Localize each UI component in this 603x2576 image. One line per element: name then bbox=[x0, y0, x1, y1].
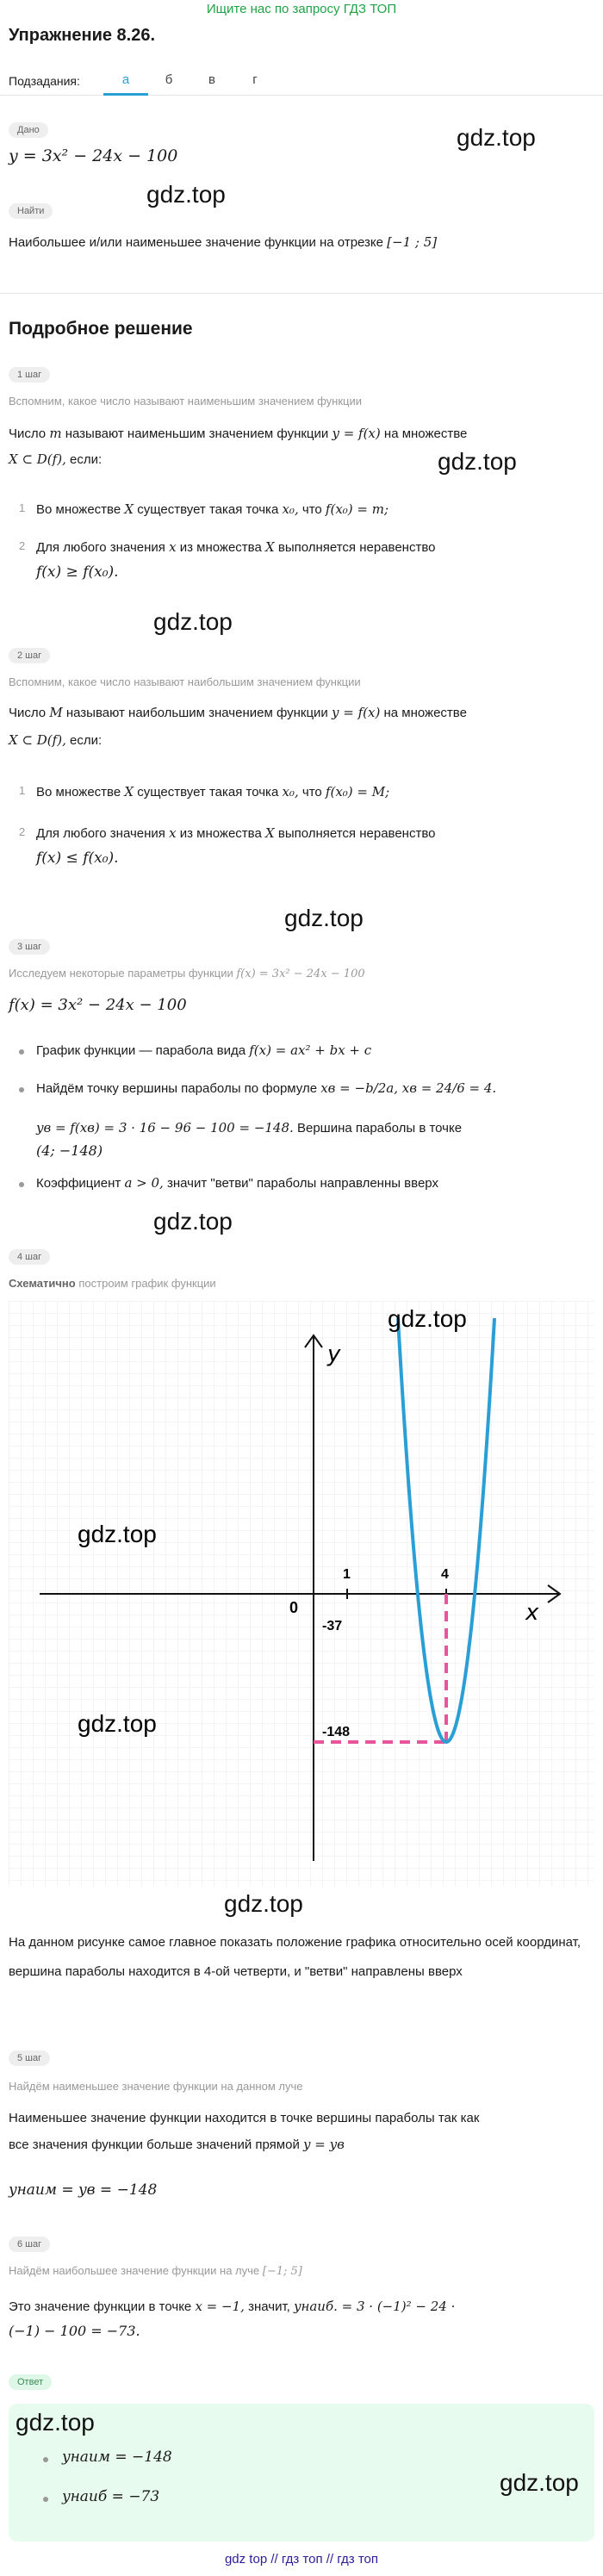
step2-item2: Для любого значения x из множества X выполняется неравенство bbox=[36, 825, 436, 841]
subtasks-label: Подзадания: bbox=[9, 74, 80, 88]
step3-bullet2-line2: yв = f(xв) = 3 · 16 − 96 − 100 = −148. Вершина параболы в точке bbox=[36, 1120, 463, 1136]
footer-links[interactable]: gdz top // гдз топ // гдз топ bbox=[224, 2552, 379, 2567]
watermark: gdz.top bbox=[284, 905, 364, 931]
tick-x4: 4 bbox=[441, 1567, 449, 1582]
find-interval: [−1 ; 5] bbox=[387, 234, 438, 250]
step1-item1-num: 1 bbox=[19, 501, 26, 514]
watermark: gdz.top bbox=[146, 181, 226, 208]
parabola-graph bbox=[9, 1301, 594, 1887]
step6-text: Это значение функции в точке x = −1, значит, yнаиб. = 3 · (−1)² − 24 · bbox=[9, 2299, 456, 2314]
tab-a[interactable]: а bbox=[121, 72, 130, 87]
watermark: gdz.top bbox=[153, 1208, 233, 1235]
step3-vertex: (4; −148) bbox=[36, 1142, 103, 1159]
step3-bullet3: Коэффициент a > 0, значит "ветви" параболы направленны вверх bbox=[36, 1175, 438, 1191]
answer-chip: Ответ bbox=[9, 2374, 52, 2390]
step1-line1: Число m называют наименьшим значением функции y = f(x) на множестве bbox=[9, 426, 468, 441]
step1-line2: X ⊂ D(f), если: bbox=[9, 451, 103, 467]
bullet bbox=[19, 1049, 24, 1055]
step1-chip: 1 шаг bbox=[9, 367, 50, 383]
bullet bbox=[19, 1087, 24, 1092]
step4-hint: Схематично построим график функции bbox=[9, 1277, 216, 1290]
given-chip: Дано bbox=[9, 122, 48, 138]
watermark: gdz.top bbox=[16, 2409, 95, 2436]
step2-item1-num: 1 bbox=[19, 784, 26, 797]
watermark: gdz.top bbox=[78, 1710, 157, 1737]
step4-text: На данном рисунке самое главное показать положение графика относительно осей координат, вершина параболы находится в 4-ой четверти, и "ветви" направлены вверх bbox=[9, 1935, 581, 1979]
bullet bbox=[43, 2497, 48, 2502]
tabs-divider bbox=[0, 95, 603, 96]
find-text-label: Наибольшее и/или наименьшее значение функции на отрезке bbox=[9, 235, 383, 250]
step1-item2-ineq: f(x) ≥ f(x₀). bbox=[36, 563, 119, 581]
origin-label: 0 bbox=[289, 1599, 299, 1616]
step1-item2: Для любого значения x из множества X выполняется неравенство bbox=[36, 539, 436, 555]
active-tab-indicator bbox=[103, 93, 148, 96]
step4-chip: 4 шаг bbox=[9, 1249, 50, 1265]
y-label: y bbox=[327, 1341, 341, 1367]
step6-hint: Найдём наибольшее значение функции на луче [−1; 5] bbox=[9, 2264, 302, 2278]
answer-max: yнаиб = −73 bbox=[62, 2488, 160, 2505]
step5-text-b: все значения функции больше значений прямой y = yв bbox=[9, 2137, 345, 2152]
step1-item2-num: 2 bbox=[19, 539, 26, 552]
step2-item2-num: 2 bbox=[19, 825, 26, 838]
step6-line2: (−1) − 100 = −73. bbox=[9, 2323, 140, 2339]
step3-bullet2: Найдём точку вершины параболы по формуле xв = −b/2a, xв = 24/6 = 4. bbox=[36, 1080, 497, 1096]
step5-text-a: Наименьшее значение функции находится в точке вершины параболы так как bbox=[9, 2111, 480, 2125]
given-formula: y = 3x² − 24x − 100 bbox=[9, 146, 178, 165]
bullet bbox=[19, 1182, 24, 1187]
step2-line2: X ⊂ D(f), если: bbox=[9, 732, 103, 748]
x-label: x bbox=[525, 1600, 539, 1626]
step2-line1: Число M называют наибольшим значением функции y = f(x) на множестве bbox=[9, 705, 467, 720]
watermark: gdz.top bbox=[78, 1521, 157, 1547]
step3-formula: f(x) = 3x² − 24x − 100 bbox=[9, 996, 187, 1014]
watermark: gdz.top bbox=[457, 124, 536, 151]
step5-hint: Найдём наименьшее значение функции на данном луче bbox=[9, 2080, 303, 2093]
step3-bullet1: График функции — парабола вида f(x) = ax² + bx + c bbox=[36, 1042, 372, 1058]
solution-title: Подробное решение bbox=[9, 319, 193, 339]
search-banner[interactable]: Ищите нас по запросу ГДЗ ТОП bbox=[206, 2, 397, 16]
tab-b[interactable]: б bbox=[165, 72, 173, 87]
watermark: gdz.top bbox=[388, 1305, 467, 1332]
step6-chip: 6 шаг bbox=[9, 2237, 50, 2252]
tab-g[interactable]: г bbox=[252, 72, 258, 87]
tab-v[interactable]: в bbox=[208, 72, 215, 87]
section-divider bbox=[0, 293, 603, 294]
watermark: gdz.top bbox=[153, 608, 233, 635]
step5-chip: 5 шаг bbox=[9, 2050, 50, 2066]
step2-hint: Вспомним, какое число называют наибольшим значением функции bbox=[9, 675, 361, 688]
watermark: gdz.top bbox=[438, 448, 517, 475]
tick-y37: -37 bbox=[322, 1619, 343, 1633]
bullet bbox=[43, 2457, 48, 2462]
page-title: Упражнение 8.26. bbox=[9, 26, 156, 45]
tick-x1: 1 bbox=[343, 1567, 351, 1582]
answer-min: yнаим = −148 bbox=[62, 2448, 172, 2466]
step2-item2-ineq: f(x) ≤ f(x₀). bbox=[36, 849, 119, 867]
step2-item1: Во множестве X существует такая точка x₀, что f(x₀) = M; bbox=[36, 784, 390, 800]
tick-y148: -148 bbox=[322, 1725, 351, 1739]
step5-result: yнаим = yв = −148 bbox=[9, 2181, 158, 2199]
watermark: gdz.top bbox=[500, 2469, 579, 2496]
find-chip: Найти bbox=[9, 203, 53, 219]
step2-chip: 2 шаг bbox=[9, 648, 50, 663]
find-text bbox=[9, 231, 437, 254]
step3-chip: 3 шаг bbox=[9, 939, 50, 955]
step3-hint: Исследуем некоторые параметры функции f(x) = 3x² − 24x − 100 bbox=[9, 967, 365, 980]
watermark: gdz.top bbox=[224, 1890, 303, 1917]
step1-hint: Вспомним, какое число называют наименьшим значением функции bbox=[9, 395, 363, 408]
step1-item1: Во множестве X существует такая точка x₀, что f(x₀) = m; bbox=[36, 501, 389, 517]
